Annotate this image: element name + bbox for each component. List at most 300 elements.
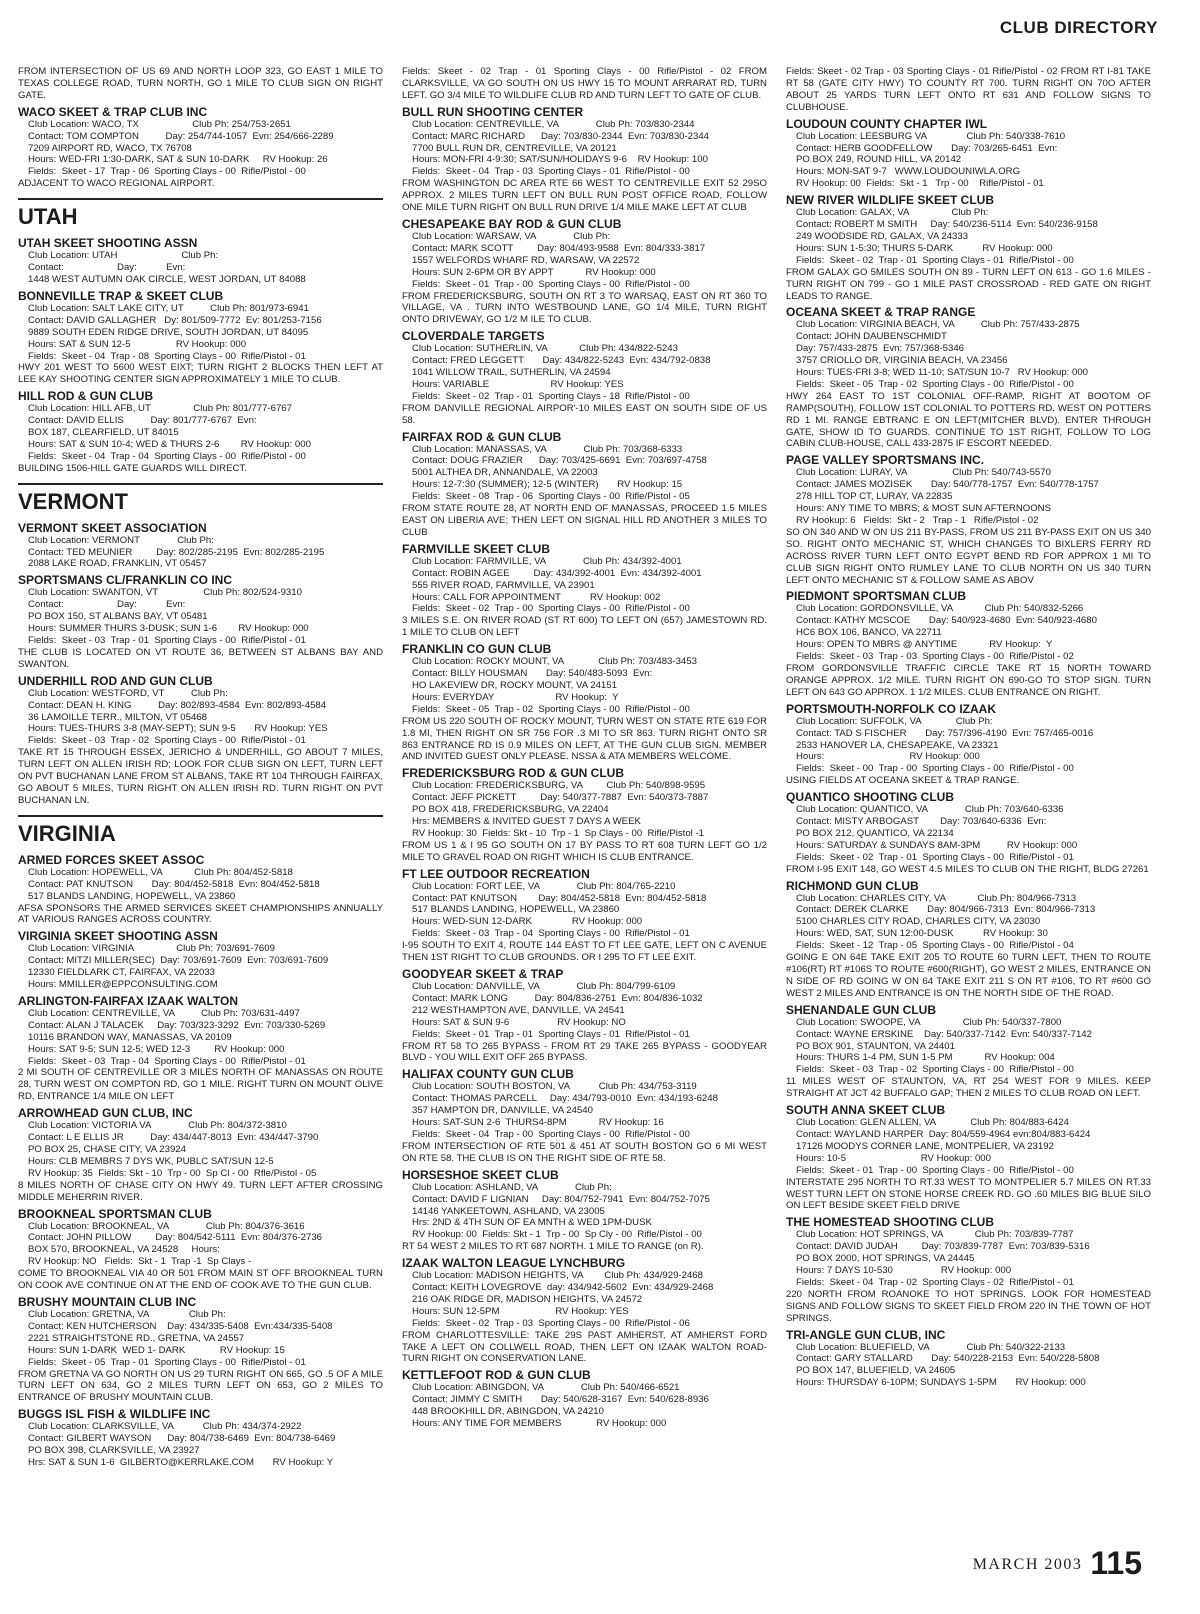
continued-entry-text: FROM INTERSECTION OF US 69 AND NORTH LOOP 323, GO EAST 1 MILE TO TEXAS COLLEGE ROAD, TURN NORTH, GO 1 MILE TO CLUB SIGN ON RIGHT GATE. [18,66,383,101]
club-detail-line: Club Location: LURAY, VA Club Ph: 540/743-5570 [796,467,1051,479]
club-entry [402,766,767,863]
club-detail-line: Hours: THURSDAY 6-10PM; SUNDAYS 1-5PM RV Hookup: 000 [796,1377,1086,1389]
club-name: PORTSMOUTH-NORFOLK CO IZAAK [786,701,996,716]
club-detail-line: Contact: JOHN DAUBENSCHMIDT [796,331,947,343]
club-entry [18,289,383,386]
club-detail-line: 17126 MOODYS CORNER LANE, MONTPELIER, VA 23192 [796,1140,1054,1152]
club-detail-line: PO BOX 212, QUANTICO, VA 22134 [796,827,954,839]
club-directions: USING FIELDS AT OCEANA SKEET & TRAP RANGE. [786,775,1020,787]
club-detail-line: Fields: Skeet - 03 Trap - 01 Sporting Clays - 00 Rifle/Pistol - 01 [28,635,306,646]
club-detail-line: 448 BROOKHILL DR, ABINGDON, VA 24210 [412,1406,604,1418]
club-directions: GOING E ON 64E TAKE EXIT 205 TO ROUTE 60 TURN LEFT, THEN TO ROUTE #106(RT) RT #106S TO ROUTE #600(RIGHT), GO WEST 2 MILES, ENTRANCE ON N SIDE OF RD GOING W ON 64 TAKE EXIT 211 S ON RT #106, TO RT #600 GO WEST 2 MILES AND ENTRANCE IS ON THE NORTH SIDE OF THE ROAD. [786,952,1151,999]
club-name: THE HOMESTEAD SHOOTING CLUB [786,1215,995,1230]
club-detail-line: PO BOX 249, ROUND HILL, VA 20142 [796,154,962,166]
club-directions: SO ON 340 AND W ON US 211 BY-PASS, FROM US 211 BY-PASS EXIT ON US 340 SO. RIGHT ONTO MECHANIC ST, WHICH CHANGES TO BIXLERS FERRY RD ACROSS RIVER TURN LEFT ONTO EGYPT BEND RD FOR APPROX 1 MI TO CLUB SIGN RIGHT ONTO RUMLEY LANE TO CLUB NORTH ON US 340 TURN LEFT ONTO MECHANIC ST & FOLLOW SAME AS ABOV [786,526,1151,586]
club-detail-line: Hrs: MEMBERS & INVITED GUEST 7 DAYS A WEEK [412,816,641,828]
club-name: ARMED FORCES SKEET ASSOC [18,852,205,867]
club-name: UTAH SKEET SHOOTING ASSN [18,236,198,251]
club-entry [402,217,767,326]
club-entry [18,1295,383,1404]
club-detail-line: Fields: Skeet - 05 Trap - 02 Sporting Clays - 00 Rifle/Pistol - 00 [796,378,1074,390]
club-detail-line: Hours: SATURDAY & SUNDAYS 8AM-3PM RV Hookup: 000 [796,839,1078,851]
club-detail-line: Contact: MARK LONG Day: 804/836-2751 Evn: 804/836-1032 [412,992,703,1004]
club-name: FREDERICKSBURG ROD & GUN CLUB [402,766,624,781]
state-heading: VIRGINIA [18,815,383,847]
club-detail-line: Contact: ALAN J TALACEK Day: 703/323-3292 Evn: 703/330-5269 [28,1019,326,1031]
club-name: SHENANDALE GUN CLUB [786,1002,936,1017]
club-directions: HWY 201 WEST TO 5600 WEST EIXT; TURN RIGHT 2 BLOCKS THEN LEFT AT LEE KAY SHOOTING CENTER SIGN APPROXIMATELY 1 MILE TO CLUB. [18,362,383,386]
club-name: GOODYEAR SKEET & TRAP [402,967,564,981]
club-detail-line: Hours: TUES-THURS 3-8 (MAY-SEPT); SUN 9-5 RV Hookup: YES [28,723,328,735]
page-footer [972,1545,1142,1581]
club-detail-line: Contact: DEAN H. KING Day: 802/893-4584 Evn: 802/893-4584 [28,699,327,711]
club-directions: THE CLUB IS LOCATED ON VT ROUTE 36, BETWEEN ST ALBANS BAY AND SWANTON. [18,646,383,670]
club-directions: RT 54 WEST 2 MILES TO RT 687 NORTH. 1 MILE TO RANGE (on R). [402,1241,704,1253]
club-detail-line: Club Location: GALAX, VA Club Ph: [796,207,989,219]
state-heading: UTAH [18,198,383,230]
club-directions: BUILDING 1506-HILL GATE GUARDS WILL DIRECT. [18,462,247,474]
club-detail-line: Contact: ROBIN AGEE Day: 434/392-4001 Evn: 434/392-4001 [412,567,702,579]
club-detail-line: 14146 YANKEETOWN, ASHLAND, VA 23005 [412,1205,605,1217]
club-detail-line: Contact: WAYNE ERSKINE Day: 540/337-7142 Evn: 540/337-7142 [796,1028,1092,1040]
club-detail-line: 216 OAK RIDGE DR, MADISON HEIGHTS, VA 24572 [412,1293,643,1305]
club-entry [402,1067,767,1164]
page-number: 115 [1090,1545,1142,1581]
club-name: PIEDMONT SPORTSMAN CLUB [786,589,966,604]
club-detail-line: Contact: FRED LEGGETT Day: 434/822-5243 Evn: 434/792-0838 [412,355,711,367]
club-detail-line: Hours: ANY TIME FOR MEMBERS RV Hookup: 000 [412,1418,667,1430]
club-detail-line: 2533 HANOVER LA, CHESAPEAKE, VA 23321 [796,739,999,751]
club-detail-line: Club Location: FARMVILLE, VA Club Ph: 434/392-4001 [412,555,682,567]
club-detail-line: Hours: MON-FRI 4-9:30; SAT/SUN/HOLIDAYS 9-6 RV Hookup: 100 [412,154,708,166]
club-name: SPORTSMANS CL/FRANKLIN CO INC [18,573,232,588]
club-detail-line: 1557 WELFORDS WHARF RD, WARSAW, VA 22572 [412,254,640,266]
club-name: RICHMOND GUN CLUB [786,878,919,893]
club-detail-line: Contact: TAD S FISCHER Day: 757/396-4190 Evn: 757/465-0016 [796,727,1094,739]
club-name: FAIRFAX ROD & GUN CLUB [402,429,562,444]
club-detail-line: 1041 WILLOW TRAIL, SUTHERLIN, VA 24594 [412,367,611,379]
club-detail-line: Club Location: CLARKSVILLE, VA Club Ph: 434/374-2922 [28,1421,302,1433]
club-detail-line: Club Location: UTAH Club Ph: [28,250,219,262]
club-detail-line: Contact: PAT KNUTSON Day: 804/452-5818 Evn: 804/452-5818 [412,892,707,904]
club-detail-line: PO BOX 150, ST ALBANS BAY, VT 05481 [28,611,208,623]
club-detail-line: Club Location: DANVILLE, VA Club Ph: 804/799-6109 [412,981,676,992]
club-detail-line: Fields: Skeet - 01 Trap - 01 Sporting Clays - 01 Rifle/Pistol - 01 [412,1028,690,1040]
club-detail-line: Club Location: CHARLES CITY, VA Club Ph: 804/966-7313 [796,892,1077,904]
club-detail-line: Hours: SUMMER THURS 3-DUSK; SUN 1-6 RV Hookup: 000 [28,623,309,635]
directory-column-1 [18,66,383,1471]
club-entry [786,589,1151,698]
club-detail-line: Fields: Skeet - 03 Trap - 04 Sporting Clays - 00 Rifle/Pistol - 01 [28,1055,306,1067]
club-detail-line: Fields: Skeet - 05 Trap - 02 Sporting Clays - 00 Rifle/Pistol - 00 [412,703,690,715]
club-directions: FROM US 1 & I 95 GO SOUTH ON 17 BY PASS TO RT 608 TURN LEFT GO 1/2 MILE TO GRAVEL ROAD ON RIGHT WHICH IS CLUB ENTRANCE. [402,839,767,863]
club-detail-line: Club Location: VIRGINIA BEACH, VA Club Ph: 757/433-2875 [796,319,1080,331]
club-detail-line: Hours: 10-5 RV Hookup: 000 [796,1152,991,1164]
club-detail-line: Club Location: SWANTON, VT Club Ph: 802/524-9310 [28,587,302,599]
club-detail-line: RV Hookup: 30 Fields: Skt - 10 Trp - 1 Sp Clays - 00 Rifle/Pistol -1 [412,827,705,839]
club-detail-line: Club Location: QUANTICO, VA Club Ph: 703/640-6336 [796,804,1064,816]
club-name: VERMONT SKEET ASSOCIATION [18,520,207,535]
club-name: HILL ROD & GUN CLUB [18,389,154,404]
club-detail-line: Fields: Skeet - 04 Trap - 02 Sporting Clays - 02 Rifle/Pistol - 01 [796,1276,1074,1288]
club-detail-line: Fields: Skeet - 02 Trap - 00 Sporting Clays - 00 Rifle/Pistol - 00 [412,603,690,615]
club-entry [402,867,767,964]
club-detail-line: 36 LAMOILLE TERR., MILTON, VT 05468 [28,711,207,723]
club-detail-line: Hours: SAT 9-5; SUN 12-5; WED 12-3 RV Hookup: 000 [28,1043,285,1055]
club-entry [18,853,383,927]
club-name: HORSESHOE SKEET CLUB [402,1167,559,1182]
club-detail-line: Hours: TUES-FRI 3-8; WED 11-10; SAT/SUN 10-7 RV Hookup: 000 [796,367,1089,379]
club-detail-line: Hours: OPEN TO MBRS @ ANYTIME RV Hookup: Y [796,639,1053,651]
club-name: SOUTH ANNA SKEET CLUB [786,1103,946,1118]
club-detail-line: Club Location: HILL AFB, UT Club Ph: 801/777-6767 [28,403,292,415]
club-detail-line: PO BOX 901, STAUNTON, VA 24401 [796,1040,955,1052]
club-detail-line: Fields: Skeet - 08 Trap - 06 Sporting Clays - 00 Rifle/Pistol - 05 [412,491,690,503]
club-directions: FROM FREDERICKSBURG, SOUTH ON RT 3 TO WARSAQ, EAST ON RT 360 TO VILLAGE, VA . TURN INTO WESTBOUND LANE, GO 1/4 MILE, TURN RIGHT ONTO DRIVEWAY, GO 1/2 M ILE TO CLUB. [402,290,767,326]
club-detail-line: Contact: TOM COMPTON Day: 254/744-1057 Evn: 254/666-2289 [28,130,334,142]
club-detail-line: Club Location: VICTORIA VA Club Ph: 804/372-3810 [28,1120,287,1132]
club-detail-line: Club Location: BLUEFIELD, VA Club Ph: 540/322-2133 [796,1341,1066,1353]
club-detail-line: Fields: Skeet - 03 Trap - 03 Sporting Clays - 00 Rifle/Pistol - 02 [796,651,1074,663]
club-detail-line: 7700 BULL RUN DR, CENTREVILLE, VA 20121 [412,142,617,154]
club-entry [18,1207,383,1292]
club-detail-line: Contact: WAYLAND HARPER Day: 804/559-4964 evn:804/883-6424 [796,1128,1091,1140]
club-directions: TAKE RT 15 THROUGH ESSEX, JERICHO & UNDERHILL, GO ABOUT 7 MILES, TURN LEFT ON ALLEN IRISH RD; LOOK FOR CLUB SIGN ON LEFT, TURN LEFT ON PVT BUCHANAN LANE FROM ST ALBANS, TAKE RT 104 THROUGH FAIRFAX, GO ABOUT 5 MILES, TURN RIGHT ON ALLEN IRISH RD. TURN RIGHT ON PVT BUCHANAN LN. [18,747,383,806]
club-entry [402,1256,767,1365]
club-entry [786,879,1151,1000]
club-detail-line: Fields: Skeet - 05 Trap - 01 Sporting Clays - 00 Rifle/Pistol - 01 [28,1356,306,1368]
club-detail-line: Hours: SUN 12-5PM RV Hookup: YES [412,1305,629,1317]
issue-date: MARCH 2003 [972,1556,1083,1573]
club-name: IZAAK WALTON LEAGUE LYNCHBURG [402,1256,626,1271]
club-detail-line: Contact: KEITH LOVEGROVE day: 434/942-5602 Evn: 434/929-2468 [412,1282,714,1294]
club-entry [18,389,383,474]
club-detail-line: Club Location: SOUTH BOSTON, VA Club Ph: 434/753-3119 [412,1081,697,1093]
club-name: CLOVERDALE TARGETS [402,329,545,344]
club-name: PAGE VALLEY SPORTSMANS INC. [786,453,985,468]
club-detail-line: Contact: THOMAS PARCELL Day: 434/793-0010 Evn: 434/193-6248 [412,1093,718,1105]
club-detail-line: Fields: Skeet - 02 Trap - 03 Sporting Clays - 00 Rifle/Pistol - 06 [412,1317,690,1329]
club-detail-line: 357 HAMPTON DR, DANVILLE, VA 24540 [412,1105,593,1117]
club-entry [18,1106,383,1203]
club-detail-line: Club Location: CENTREVILLE, VA Club Ph: 703/631-4497 [28,1007,300,1019]
club-entry [786,1328,1151,1390]
club-entry [786,1215,1151,1324]
club-detail-line: HO LAKEVIEW DR, ROCKY MOUNT, VA 24151 [412,679,617,691]
club-directions: FROM RT 58 TO 265 BYPASS - FROM RT 29 TAKE 265 BYPASS - GOODYEAR BLVD - YOU WILL EXIT OFF 265 BYPASS. [402,1040,767,1064]
club-detail-line: Hours: MMILLER@EPPCONSULTING.COM [28,979,218,991]
club-detail-line: Contact: MITZI MILLER(SEC) Day: 703/691-7609 Evn: 703/691-7609 [28,955,329,967]
club-name: WACO SKEET & TRAP CLUB INC [18,104,208,119]
club-entry [402,105,767,214]
club-directions: FROM I-95 EXIT 148, GO WEST 4.5 MILES TO CLUB ON THE RIGHT, BLDG 27261 [786,863,1149,875]
club-detail-line: PO BOX 398, CLARKSVILLE, VA 23927 [28,1445,200,1457]
club-detail-line: 5001 ALTHEA DR, ANNANDALE, VA 22003 [412,467,598,479]
club-detail-line: Fields: Skeet - 04 Trap - 08 Sporting Clays - 00 Rifle/Pistol - 01 [28,350,306,362]
club-detail-line: Contact: DAVID F LIGNIAN Day: 804/752-7941 Evn: 804/752-7075 [412,1193,710,1205]
club-detail-line: RV Hookup: 35 Fields: Skt - 10 Trp - 00 Sp Cl - 00 Rfle/Pistol - 05 [28,1167,317,1179]
club-entry [18,236,383,286]
club-detail-line: Fields: Skeet - 03 Trap - 02 Sporting Clays - 00 Rifle/Pistol - 00 [796,1064,1074,1076]
club-entry [786,193,1151,302]
club-name: FARMVILLE SKEET CLUB [402,541,551,556]
club-detail-line: Club Location: WACO, TX Club Ph: 254/753-2651 [28,118,291,130]
club-detail-line: Fields: Skeet - 04 Trap - 03 Sporting Clays - 01 Rifle/Pistol - 00 [412,166,690,178]
club-name: FT LEE OUTDOOR RECREATION [402,866,590,881]
club-entry [402,1368,767,1430]
club-detail-line: PO BOX 2000, HOT SPRINGS, VA 24445 [796,1253,975,1265]
club-entry [18,521,383,571]
club-detail-line: Contact: KATHY MCSCOE Day: 540/923-4680 Evn: 540/923-4680 [796,615,1097,627]
club-detail-line: Club Location: VIRGINIA Club Ph: 703/691-7609 [28,943,275,955]
club-detail-line: 9889 SOUTH EDEN RIDGE DRIVE, SOUTH JORDAN, UT 84095 [28,326,309,338]
club-directions: COME TO BROOKNEAL VIA 40 OR 501 FROM MAIN ST OFF BROOKNEAL TURN ON COOK AVE CONTINUE ON AT THE END OF COOK AVE TO THE GUN CLUB. [18,1268,383,1292]
club-detail-line: Club Location: ROCKY MOUNT, VA Club Ph: 703/483-3453 [412,656,697,668]
club-directions: HWY 264 EAST TO 1ST COLONIAL OFF-RAMP, RIGHT AT BOOTOM OF RAMP(SOUTH), FOLLOW 1ST COLONIAL TO POTTERS RD. WEST ON POTTERS RD 1 MI. RANGE EBTRANC E ON LEFT(MITCHER BLVD). ENTER THROUGH GATE, SHOW ID TO GUARDS. CONTINUE TO 1ST RIGHT, FOLLOW TO LOG CABIN CLUB-HOUSE, CALL 433-2875 IF ESCORT NEEDED. [786,390,1151,450]
club-detail-line: Club Location: FORT LEE, VA Club Ph: 804/765-2210 [412,880,676,892]
club-detail-line: Fields: Skeet - 02 Trap - 01 Sporting Clays - 18 Rifle/Pistol - 00 [412,390,690,402]
club-detail-line: Hrs: 2ND & 4TH SUN OF EA MNTH & WED 1PM-DUSK [412,1217,652,1229]
club-name: TRI-ANGLE GUN CLUB, INC [786,1327,946,1342]
club-detail-line: Fields: Skeet - 00 Trap - 00 Sporting Clays - 00 Rifle/Pistol - 00 [796,763,1074,775]
club-detail-line: 278 HILL TOP CT, LURAY, VA 22835 [796,491,953,503]
club-detail-line: Club Location: WESTFORD, VT Club Ph: [28,687,228,699]
club-detail-line: Contact: HERB GOODFELLOW Day: 703/265-6451 Evn: [796,142,1058,154]
club-detail-line: Fields: Skeet - 03 Trap - 02 Sporting Clays - 00 Rifle/Pistol - 01 [28,735,306,747]
club-detail-line: Hours: RV Hookup: 000 [796,751,980,763]
club-detail-line: Hours: THURS 1-4 PM, SUN 1-5 PM RV Hookup: 004 [796,1052,1055,1064]
club-detail-line: Contact: MISTY ARBOGAST Day: 703/640-6336 Evn: [796,816,1047,828]
club-detail-line: Hours: MON-SAT 9-7 WWW.LOUDOUNIWLA.ORG [796,166,1021,178]
club-entry [786,453,1151,586]
club-name: LOUDOUN COUNTY CHAPTER IWL [786,116,988,131]
club-detail-line: Hours: SUN 1-DARK WED 1- DARK RV Hookup: 15 [28,1344,285,1356]
club-detail-line: 2088 LAKE ROAD, FRANKLIN, VT 05457 [28,558,207,570]
club-detail-line: Contact: L E ELLIS JR Day: 434/447-8013 Evn: 434/447-3790 [28,1132,319,1144]
club-directions: AFSA SPONSORS THE ARMED SERVICES SKEET CHAMPIONSHIPS ANNUALLY AT VARIOUS RANGES ACROSS COUNTRY. [18,902,383,926]
club-directions: FROM WASHINGTON DC AREA RTE 66 WEST TO CENTREVILLE EXIT 52 29SO APPROX. 2 MILES TURN LEFT ON BULL RUN POST OFFICE ROAD, FOLLOW ONE MILE TURN RIGHT ON BULL RUN DRIVE 1/4 MILE MAKE LEFT AT CLUB [402,178,767,214]
club-detail-line: Contact: Day: Evn: [28,262,186,274]
club-name: BONNEVILLE TRAP & SKEET CLUB [18,288,224,303]
club-detail-line: Hours: ANY TIME TO MBRS; & MOST SUN AFTERNOONS [796,503,1051,515]
club-entry [402,642,767,763]
club-directions: FROM GALAX GO 5MILES SOUTH ON 89 - TURN LEFT ON 613 - GO 1.6 MILES - TURN RIGHT ON 799 - GO 1 MILE PAST CROSSROAD - RED GATE ON RIGHT LEADS TO RANGE. [786,266,1151,302]
club-directions: FROM GRETNA VA GO NORTH ON US 29 TURN RIGHT ON 665, GO .5 OF A MILE TURN LEFT ON 634, GO 2 MILES TURN LEFT ON 653, GO 2 MILES TO ENTRANCE OF BRUSHY MOUNTAIN CLUB. [18,1368,383,1404]
club-detail-line: Contact: TED MEUNIER Day: 802/285-2195 Evn: 802/285-2195 [28,546,325,558]
club-directions: FROM INTERSECTION OF RTE 501 & 451 AT SOUTH BOSTON GO 6 MI WEST ON RTE 58. THE CLUB IS ON THE RIGHT SIDE OF RTE 58. [402,1140,767,1164]
club-name: HALIFAX COUNTY GUN CLUB [402,1067,574,1082]
club-detail-line: Contact: MARC RICHARD Day: 703/830-2344 Evn: 703/830-2344 [412,130,710,142]
club-detail-line: Fields: Skeet - 01 Trap - 00 Sporting Clays - 00 Rifle/Pistol - 00 [412,278,690,290]
club-detail-line: 1448 WEST AUTUMN OAK CIRCLE, WEST JORDAN, UT 84088 [28,273,306,285]
club-detail-line: Fields: Skeet - 02 Trap - 01 Sporting Clays - 00 Rifle/Pistol - 01 [796,851,1074,863]
club-directions: FROM CHARLOTTESVILLE: TAKE 29S PAST AMHERST, AT AMHERST FORD TAKE A LEFT ON COLLWELL ROAD, THEN LEFT ON IZAAK WALTON ROAD-TURN RIGHT ON CONSERVATION LANE. [402,1329,767,1365]
club-detail-line: Club Location: ASHLAND, VA Club Ph: [412,1181,612,1193]
club-entry [402,967,767,1064]
club-entry [786,1003,1151,1100]
club-detail-line: Contact: GILBERT WAYSON Day: 804/738-6469 Evn: 804/738-6469 [28,1433,336,1445]
club-entry [18,674,383,807]
club-detail-line: Fields: Skeet - 01 Trap - 00 Sporting Clays - 00 Rifle/Pistol - 00 [796,1164,1074,1176]
club-detail-line: Club Location: GORDONSVILLE, VA Club Ph: 540/832-5266 [796,603,1084,615]
club-directions: 8 MILES NORTH OF CHASE CITY ON HWY 49. TURN LEFT AFTER CROSSING MIDDLE MEHERRIN RIVER. [18,1179,383,1203]
club-detail-line: Contact: ROBERT M SMITH Day: 540/236-5114 Evn: 540/236-9158 [796,219,1098,231]
club-directions: 2 MI SOUTH OF CENTREVILLE OR 3 MILES NORTH OF MANASSAS ON ROUTE 28, TURN WEST ON COMPTON RD, GO 1 MILE. RIGHT TURN ON MOUNT OLIVE RD, ENTRANCE 1/4 MILE ON LEFT [18,1067,383,1103]
club-detail-line: Club Location: BROOKNEAL, VA Club Ph: 804/376-3616 [28,1220,305,1232]
club-detail-line: Hours: SAT & SUN 10-4; WED & THURS 2-6 RV Hookup: 000 [28,438,311,450]
club-name: FRANKLIN CO GUN CLUB [402,642,552,657]
club-detail-line: PO BOX 418, FREDERICKSBURG, VA 22404 [412,804,609,816]
club-entry [18,1407,383,1469]
club-detail-line: Club Location: MANASSAS, VA Club Ph: 703/368-6333 [412,443,683,455]
club-detail-line: Hours: 12-7:30 (SUMMER); 12-5 (WINTER) RV Hookup: 15 [412,479,683,491]
club-detail-line: Hours: WED-SUN 12-DARK RV Hookup: 000 [412,916,643,928]
club-entry [786,117,1151,191]
club-detail-line: 555 RIVER ROAD, FARMVILLE, VA 23901 [412,579,595,591]
club-detail-line: Contact: Day: Evn: [28,599,186,611]
club-detail-line: Club Location: VERMONT Club Ph: [28,534,214,546]
club-detail-line: Contact: DEREK CLARKE Day: 804/966-7313 Evn: 804/966-7313 [796,904,1096,916]
club-detail-line: Club Location: SWOOPE, VA Club Ph: 540/337-7800 [796,1016,1062,1028]
club-name: BUGGS ISL FISH & WILDLIFE INC [18,1407,211,1422]
club-detail-line: Hours: SUN 1-5:30; THURS 5-DARK RV Hookup: 000 [796,242,1053,254]
club-detail-line: Fields: Skeet - 02 Trap - 01 Sporting Clays - 01 Rifle/Pistol - 00 [796,254,1074,266]
club-detail-line: Club Location: CENTREVILLE, VA Club Ph: 703/830-2344 [412,118,695,130]
club-directions: INTERSTATE 295 NORTH TO RT.33 WEST TO MONTPELIER 5.7 MILES ON RT.33 WEST TURN LEFT ON STONE HORSE CREEK RD. GO .60 MILES BIG BLUE SILO ON LEFT BESIDE SKEET FIELD DRIVE [786,1176,1151,1212]
club-detail-line: 2221 STRAIGHTSTONE RD., GRETNA, VA 24557 [28,1332,245,1344]
club-detail-line: Contact: BILLY HOUSMAN Day: 540/483-5093 Evn: [412,668,653,680]
directory-column-2 [402,66,767,1432]
club-directions: I-95 SOUTH TO EXIT 4, ROUTE 144 EAST TO FT LEE GATE, LEFT ON C AVENUE THEN 1ST RIGHT TO CLUB GROUNDS. OR I 295 TO FT LEE EXIT. [402,940,767,964]
club-name: BRUSHY MOUNTAIN CLUB INC [18,1294,197,1309]
club-detail-line: Contact: PAT KNUTSON Day: 804/452-5818 Evn: 804/452-5818 [28,878,320,890]
club-detail-line: Day: 757/433-2875 Evn: 757/368-5346 [796,343,965,355]
club-detail-line: Contact: JOHN PILLOW Day: 804/542-5111 Evn: 804/376-2736 [28,1232,323,1244]
club-directions: FROM DANVILLE REGIONAL AIRPOR'-10 MILES EAST ON SOUTH SIDE OF US 58. [402,402,767,426]
club-detail-line: Hours: EVERYDAY RV Hookup: Y [412,691,619,703]
club-detail-line: Club Location: FREDERICKSBURG, VA Club Ph: 540/898-9595 [412,780,706,792]
club-detail-line: Hours: SAT & SUN 12-5 RV Hookup: 000 [28,338,247,350]
club-detail-line: Club Location: LEESBURG VA Club Ph: 540/338-7610 [796,130,1066,142]
club-name: OCEANA SKEET & TRAP RANGE [786,305,976,320]
club-detail-line: Contact: JAMES MOZISEK Day: 540/778-1757 Evn: 540/778-1757 [796,479,1099,491]
club-name: NEW RIVER WILDLIFE SKEET CLUB [786,193,994,208]
club-detail-line: Club Location: HOPEWELL, VA Club Ph: 804/452-5818 [28,866,293,878]
club-detail-line: Club Location: SUTHERLIN, VA Club Ph: 434/822-5243 [412,343,678,355]
club-detail-line: Contact: DOUG FRAZIER Day: 703/425-6691 Evn: 703/697-4758 [412,455,707,467]
club-detail-line: Contact: DAVID JUDAH Day: 703/839-7787 Evn: 703/839-5316 [796,1241,1090,1253]
club-detail-line: Hours: 7 DAYS 10-530 RV Hookup: 000 [796,1265,1012,1277]
club-entry [786,702,1151,787]
state-heading: VERMONT [18,483,383,515]
club-name: QUANTICO SHOOTING CLUB [786,790,954,805]
club-detail-line: 10116 BRANDON WAY, MANASSAS, VA 20109 [28,1031,232,1043]
club-detail-line: 249 WOODSIDE RD, GALAX, VA 24333 [796,230,969,242]
club-detail-line: 212 WESTHAMPTON AVE, DANVILLE, VA 24541 [412,1004,625,1016]
club-name: VIRGINIA SKEET SHOOTING ASSN [18,929,218,944]
page-header: CLUB DIRECTORY [999,18,1158,37]
club-name: ARLINGTON-FAIRFAX IZAAK WALTON [18,993,238,1008]
club-detail-line: Fields: Skeet - 03 Trap - 04 Sporting Clays - 00 Rifle/Pistol - 01 [412,928,690,940]
club-detail-line: RV Hookup: 00 Fields: Skt - 1 Trp - 00 Sp Cly - 00 Rifle/Pistol - 00 [412,1229,702,1241]
club-detail-line: BOX 570, BROOKNEAL, VA 24528 Hours: [28,1244,220,1256]
club-detail-line: Club Location: SUFFOLK, VA Club Ph: [796,715,993,727]
club-detail-line: 517 BLANDS LANDING, HOPEWELL, VA 23860 [412,904,620,916]
club-entry [18,994,383,1103]
club-detail-line: Hours: SUN 2-6PM OR BY APPT RV Hookup: 000 [412,266,656,278]
club-detail-line: Contact: DAVID ELLIS Day: 801/777-6767 Evn: [28,415,257,427]
club-detail-line: Contact: JEFF PICKETT Day: 540/377-7887 Evn: 540/373-7887 [412,792,709,804]
club-detail-line: BOX 187, CLEARFIELD, UT 84015 [28,427,179,439]
club-detail-line: Hours: WED-FRI 1:30-DARK, SAT & SUN 10-DARK RV Hookup: 26 [28,154,328,166]
club-detail-line: Hours: VARIABLE RV Hookup: YES [412,378,624,390]
club-detail-line: Club Location: WARSAW, VA Club Ph: [412,230,610,242]
club-detail-line: RV Hookup: 6 Fields: Skt - 2 Trap - 1 Rifle/Pistol - 02 [796,515,1039,526]
club-detail-line: Club Location: GRETNA, VA Club Ph: [28,1308,226,1320]
club-entry [402,1168,767,1253]
club-detail-line: Hours: CLB MEMBRS 7 DYS WK, PUBLC SAT/SUN 12-5 [28,1155,274,1167]
club-detail-line: Hrs: SAT & SUN 1-6 GILBERTO@KERRLAKE.COM RV Hookup: Y [28,1456,334,1468]
club-detail-line: Club Location: MADISON HEIGHTS, VA Club Ph: 434/929-2468 [412,1270,703,1282]
club-detail-line: Contact: DAVID GALLAGHER Dy: 801/509-7772 Ev: 801/253-7156 [28,314,322,326]
club-directions: 3 MILES S.E. ON RIVER ROAD (ST RT 600) TO LEFT ON (657) JAMESTOWN RD. 1 MILE TO CLUB ON LEFT [402,615,767,639]
club-detail-line: RV Hookup: 00 Fields: Skt - 1 Trp - 00 Rifle/Pistol - 01 [796,178,1044,190]
club-detail-line: HC6 BOX 106, BANCO, VA 22711 [796,627,942,639]
club-detail-line: Fields: Skeet - 04 Trap - 00 Sporting Clays - 00 Rifle/Pistol - 00 [412,1128,690,1140]
club-entry [18,105,383,190]
club-detail-line: Hours: CALL FOR APPOINTMENT RV Hookup: 002 [412,591,661,603]
club-name: UNDERHILL ROD AND GUN CLUB [18,673,213,688]
club-detail-line: Hours: WED, SAT, SUN 12:00-DUSK RV Hookup: 30 [796,928,1048,940]
club-directions: 220 NORTH FROM ROANOKE TO HOT SPRINGS. LOOK FOR HOMESTEAD SIGNS AND FOLLOW SIGNS TO SKEET FIELD FROM 220 IN THE TOWN OF HOT SPRINGS. [786,1288,1151,1324]
club-detail-line: Contact: GARY STALLARD Day: 540/228-2153 Evn: 540/228-5808 [796,1353,1100,1365]
club-detail-line: Hours: SAT & SUN 9-6 RV Hookup: NO [412,1016,626,1028]
club-name: CHESAPEAKE BAY ROD & GUN CLUB [402,216,622,231]
club-entry [402,329,767,426]
club-detail-line: Fields: Skeet - 12 Trap - 05 Sporting Clays - 00 Rifle/Pistol - 04 [796,940,1074,952]
club-detail-line: Club Location: ABINGDON, VA Club Ph: 540/466-6521 [412,1382,680,1394]
club-detail-line: Club Location: GLEN ALLEN, VA Club Ph: 804/883-6424 [796,1117,1069,1129]
club-detail-line: Fields: Skeet - 04 Trap - 04 Sporting Clays - 00 Rifle/Pistol - 00 [28,450,306,462]
club-entry [786,305,1151,450]
club-name: KETTLEFOOT ROD & GUN CLUB [402,1368,591,1383]
club-entry [786,1103,1151,1212]
club-name: BROOKNEAL SPORTSMAN CLUB [18,1206,212,1221]
club-detail-line: RV Hookup: NO Fields: Skt - 1 Trap -1 Sp Clays - [28,1256,252,1268]
club-detail-line: Club Location: HOT SPRINGS, VA Club Ph: 703/839-7787 [796,1229,1074,1241]
club-name: BULL RUN SHOOTING CENTER [402,104,584,119]
club-directions: FROM STATE ROUTE 28, AT NORTH END OF MANASSAS, PROCEED 1.5 MILES EAST ON LIBERIA AVE; THEN LEFT ON SIGNAL HILL RD ANOTHER 3 MILES TO CLUB [402,503,767,538]
club-directions: ADJACENT TO WACO REGIONAL AIRPORT. [18,178,215,190]
club-directions: FROM GORDONSVILLE TRAFFIC CIRCLE TAKE RT 15 NORTH TOWARD ORANGE APPROX. 1/2 MILE. TURN RIGHT ON 690-GO TO STOP SIGN. TURN LEFT ON 643 GO APPROX. 1 1/2 MILES. CLUB ENTRANCE ON RIGHT. [786,662,1151,698]
club-detail-line: 12330 FIELDLARK CT, FAIRFAX, VA 22033 [28,967,215,979]
directory-column-3 [786,66,1151,1391]
club-detail-line: PO BOX 147, BLUEFIELD, VA 24605 [796,1365,956,1377]
club-entry [402,542,767,639]
club-detail-line: 5100 CHARLES CITY ROAD, CHARLES CITY, VA 23030 [796,916,1041,928]
club-detail-line: 517 BLANDS LANDING, HOPEWELL, VA 23860 [28,890,236,902]
club-detail-line: Fields: Skeet - 17 Trap - 06 Sporting Clays - 00 Rifle/Pistol - 00 [28,166,306,178]
club-detail-line: Contact: MARK SCOTT Day: 804/493-9588 Evn: 804/333-3817 [412,242,706,254]
club-detail-line: Contact: KEN HUTCHERSON Day: 434/335-5408 Evn:434/335-5408 [28,1320,333,1332]
club-detail-line: 7209 AIRPORT RD, WACO, TX 76708 [28,142,192,154]
club-entry [786,790,1151,875]
club-entry [18,929,383,991]
club-detail-line: PO BOX 25, CHASE CITY, VA 23924 [28,1144,187,1155]
continued-entry-text: Fields: Skeet - 02 Trap - 03 Sporting Clays - 01 Rifle/Pistol - 02 FROM RT I-81 TAKE RT 58 (GATE CITY HWY) TO COUNTY RT 700. TURN RIGHT ON 70O AFTER ABOUT 25 YARDS TURN LEFT ONTO RT 631 AND FOLLOW SIGNS TO CLUBHOUSE. [786,66,1151,113]
club-name: ARROWHEAD GUN CLUB, INC [18,1106,193,1121]
club-detail-line: Contact: JIMMY C SMITH Day: 540/628-3167 Evn: 540/628-8936 [412,1394,709,1406]
